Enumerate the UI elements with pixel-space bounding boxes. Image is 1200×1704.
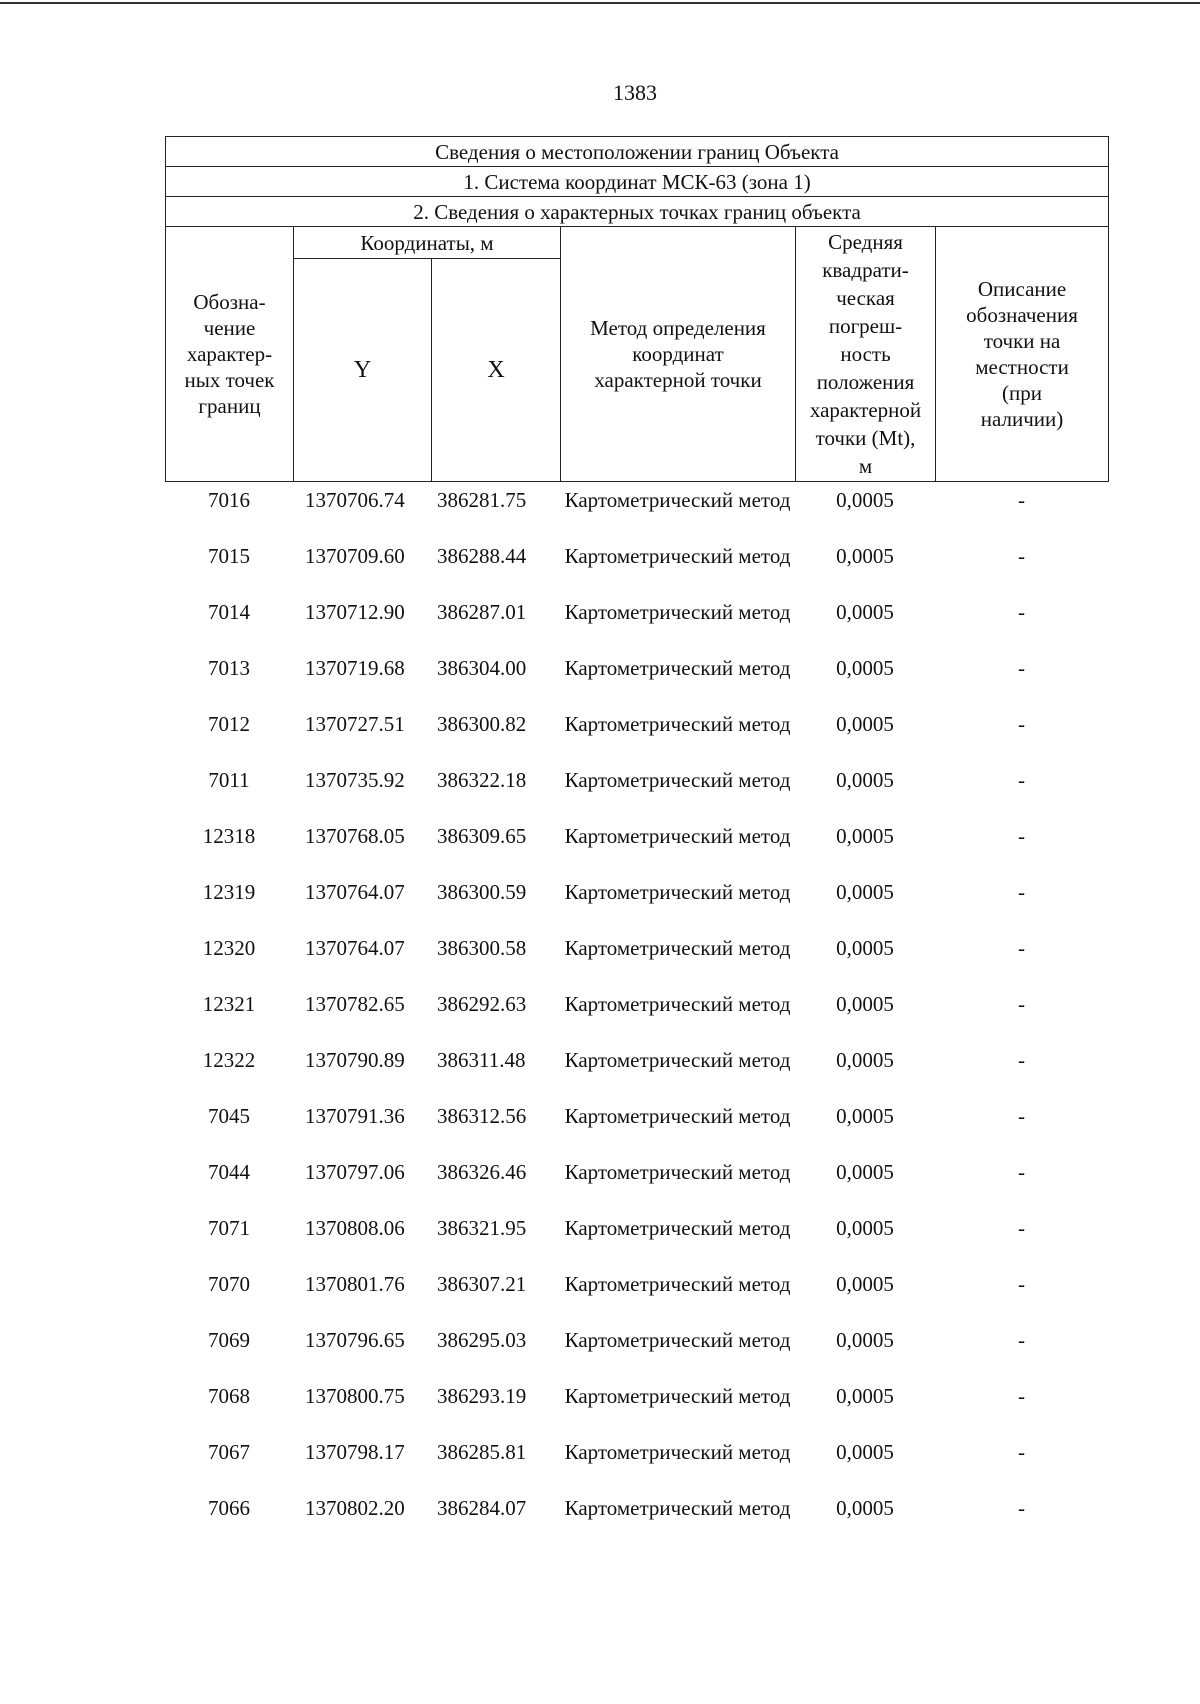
method-cell: Картометрический метод (564, 1496, 791, 1520)
description-cell: - (1018, 1048, 1025, 1072)
column-header-description: Описание обозначения точки на местности (при наличии) (936, 227, 1109, 482)
table-row (165, 1326, 1108, 1382)
x-coordinate-cell: 386295.03 (437, 1328, 527, 1352)
x-coordinate-cell: 386285.81 (437, 1440, 527, 1464)
point-id-cell: 7015 (208, 544, 250, 568)
table-title: Сведения о местоположении границ Объекта (166, 137, 1109, 167)
y-coordinate-cell: 1370719.68 (305, 656, 405, 680)
y-coordinate-cell: 1370791.36 (305, 1104, 405, 1128)
table-row (165, 486, 1108, 542)
point-id-cell: 7011 (208, 768, 250, 792)
error-cell: 0,0005 (836, 1160, 894, 1184)
x-coordinate-cell: 386300.82 (437, 712, 527, 736)
table-row (165, 1382, 1108, 1438)
error-cell: 0,0005 (836, 1440, 894, 1464)
point-id-cell: 7016 (208, 488, 250, 512)
method-cell: Картометрический метод (564, 600, 791, 624)
description-cell: - (1018, 880, 1025, 904)
column-header-y: Y (294, 259, 432, 482)
column-header-point: Обозна- чение характер- ных точек границ (166, 227, 294, 482)
method-cell: Картометрический метод (564, 1440, 791, 1464)
method-cell: Картометрический метод (564, 768, 791, 792)
y-coordinate-cell: 1370790.89 (305, 1048, 405, 1072)
point-id-cell: 7070 (208, 1272, 250, 1296)
description-cell: - (1018, 1216, 1025, 1240)
description-cell: - (1018, 1160, 1025, 1184)
table-row (165, 878, 1108, 934)
description-cell: - (1018, 768, 1025, 792)
y-coordinate-cell: 1370798.17 (305, 1440, 405, 1464)
error-cell: 0,0005 (836, 880, 894, 904)
x-coordinate-cell: 386288.44 (437, 544, 527, 568)
table-row (165, 654, 1108, 710)
y-coordinate-cell: 1370796.65 (305, 1328, 405, 1352)
error-cell: 0,0005 (836, 1272, 894, 1296)
description-cell: - (1018, 1440, 1025, 1464)
point-id-cell: 12319 (202, 880, 256, 904)
error-cell: 0,0005 (836, 1216, 894, 1240)
x-coordinate-cell: 386300.58 (437, 936, 527, 960)
description-cell: - (1018, 1272, 1025, 1296)
table-row (165, 1046, 1108, 1102)
method-cell: Картометрический метод (564, 712, 791, 736)
method-cell: Картометрический метод (564, 488, 791, 512)
top-border-line (0, 2, 1200, 4)
description-cell: - (1018, 1384, 1025, 1408)
point-id-cell: 7045 (208, 1104, 250, 1128)
y-coordinate-cell: 1370808.06 (305, 1216, 405, 1240)
y-coordinate-cell: 1370735.92 (305, 768, 405, 792)
x-coordinate-cell: 386311.48 (437, 1048, 526, 1072)
table-row (165, 1102, 1108, 1158)
page-number: 1383 (613, 80, 657, 105)
y-coordinate-cell: 1370768.05 (305, 824, 405, 848)
table-row (165, 1270, 1108, 1326)
section-label: 2. Сведения о характерных точках границ объекта (166, 197, 1109, 227)
method-cell: Картометрический метод (564, 824, 791, 848)
description-cell: - (1018, 992, 1025, 1016)
description-cell: - (1018, 1328, 1025, 1352)
y-coordinate-cell: 1370782.65 (305, 992, 405, 1016)
x-coordinate-cell: 386304.00 (437, 656, 527, 680)
table-row (165, 934, 1108, 990)
error-cell: 0,0005 (836, 992, 894, 1016)
description-cell: - (1018, 1104, 1025, 1128)
description-cell: - (1018, 600, 1025, 624)
table-row (165, 710, 1108, 766)
method-cell: Картометрический метод (564, 992, 791, 1016)
point-id-cell: 12321 (202, 992, 256, 1016)
error-cell: 0,0005 (836, 488, 894, 512)
method-cell: Картометрический метод (564, 936, 791, 960)
description-cell: - (1018, 544, 1025, 568)
error-cell: 0,0005 (836, 936, 894, 960)
method-cell: Картометрический метод (564, 656, 791, 680)
y-coordinate-cell: 1370800.75 (305, 1384, 405, 1408)
point-id-cell: 7067 (208, 1440, 250, 1464)
point-id-cell: 7014 (208, 600, 250, 624)
y-coordinate-cell: 1370802.20 (305, 1496, 405, 1520)
error-cell: 0,0005 (836, 768, 894, 792)
point-id-cell: 12320 (202, 936, 256, 960)
point-id-cell: 7066 (208, 1496, 250, 1520)
method-cell: Картометрический метод (564, 1216, 791, 1240)
x-coordinate-cell: 386322.18 (437, 768, 527, 792)
x-coordinate-cell: 386293.19 (437, 1384, 527, 1408)
method-cell: Картометрический метод (564, 1272, 791, 1296)
method-cell: Картометрический метод (564, 544, 791, 568)
error-cell: 0,0005 (836, 600, 894, 624)
table-row (165, 1214, 1108, 1270)
description-cell: - (1018, 936, 1025, 960)
x-coordinate-cell: 386287.01 (437, 600, 527, 624)
x-coordinate-cell: 386309.65 (437, 824, 527, 848)
y-coordinate-cell: 1370764.07 (305, 880, 405, 904)
x-coordinate-cell: 386321.95 (437, 1216, 527, 1240)
coordinate-system-label: 1. Система координат МСК-63 (зона 1) (166, 167, 1109, 197)
error-cell: 0,0005 (836, 1496, 894, 1520)
point-id-cell: 7068 (208, 1384, 250, 1408)
description-cell: - (1018, 1496, 1025, 1520)
error-cell: 0,0005 (836, 544, 894, 568)
point-id-cell: 7044 (208, 1160, 250, 1184)
error-cell: 0,0005 (836, 1048, 894, 1072)
x-coordinate-cell: 386284.07 (437, 1496, 527, 1520)
table-row (165, 1158, 1108, 1214)
table-row (165, 766, 1108, 822)
y-coordinate-cell: 1370764.07 (305, 936, 405, 960)
method-cell: Картометрический метод (564, 880, 791, 904)
error-cell: 0,0005 (836, 1384, 894, 1408)
method-cell: Картометрический метод (564, 1328, 791, 1352)
method-cell: Картометрический метод (564, 1048, 791, 1072)
x-coordinate-cell: 386326.46 (437, 1160, 527, 1184)
description-cell: - (1018, 824, 1025, 848)
table-header (165, 136, 1109, 482)
table-row (165, 990, 1108, 1046)
x-coordinate-cell: 386281.75 (437, 488, 527, 512)
error-cell: 0,0005 (836, 1104, 894, 1128)
x-coordinate-cell: 386300.59 (437, 880, 527, 904)
method-cell: Картометрический метод (564, 1160, 791, 1184)
table-row (165, 1438, 1108, 1494)
error-cell: 0,0005 (836, 1328, 894, 1352)
x-coordinate-cell: 386292.63 (437, 992, 527, 1016)
x-coordinate-cell: 386307.21 (437, 1272, 527, 1296)
error-cell: 0,0005 (836, 824, 894, 848)
column-header-x: X (432, 259, 561, 482)
point-id-cell: 7071 (208, 1216, 250, 1240)
x-coordinate-cell: 386312.56 (437, 1104, 527, 1128)
point-id-cell: 7013 (208, 656, 250, 680)
y-coordinate-cell: 1370801.76 (305, 1272, 405, 1296)
y-coordinate-cell: 1370709.60 (305, 544, 405, 568)
table-row (165, 822, 1108, 878)
column-header-method: Метод определения координат характерной точки (561, 227, 796, 482)
description-cell: - (1018, 656, 1025, 680)
column-header-error: Средняя квадрати- ческая погреш- ность положения характерной точки (Mt), м (796, 227, 936, 482)
point-id-cell: 12322 (202, 1048, 256, 1072)
table-row (165, 1494, 1108, 1550)
table-row (165, 542, 1108, 598)
y-coordinate-cell: 1370706.74 (305, 488, 405, 512)
error-cell: 0,0005 (836, 712, 894, 736)
y-coordinate-cell: 1370797.06 (305, 1160, 405, 1184)
points-table-body (165, 486, 1108, 1550)
point-id-cell: 7012 (208, 712, 250, 736)
points-table (165, 486, 1108, 1550)
y-coordinate-cell: 1370712.90 (305, 600, 405, 624)
method-cell: Картометрический метод (564, 1104, 791, 1128)
table-row (165, 598, 1108, 654)
point-id-cell: 12318 (202, 824, 256, 848)
error-cell: 0,0005 (836, 656, 894, 680)
y-coordinate-cell: 1370727.51 (305, 712, 405, 736)
description-cell: - (1018, 488, 1025, 512)
column-header-coordinates: Координаты, м (294, 227, 561, 259)
description-cell: - (1018, 712, 1025, 736)
point-id-cell: 7069 (208, 1328, 250, 1352)
method-cell: Картометрический метод (564, 1384, 791, 1408)
